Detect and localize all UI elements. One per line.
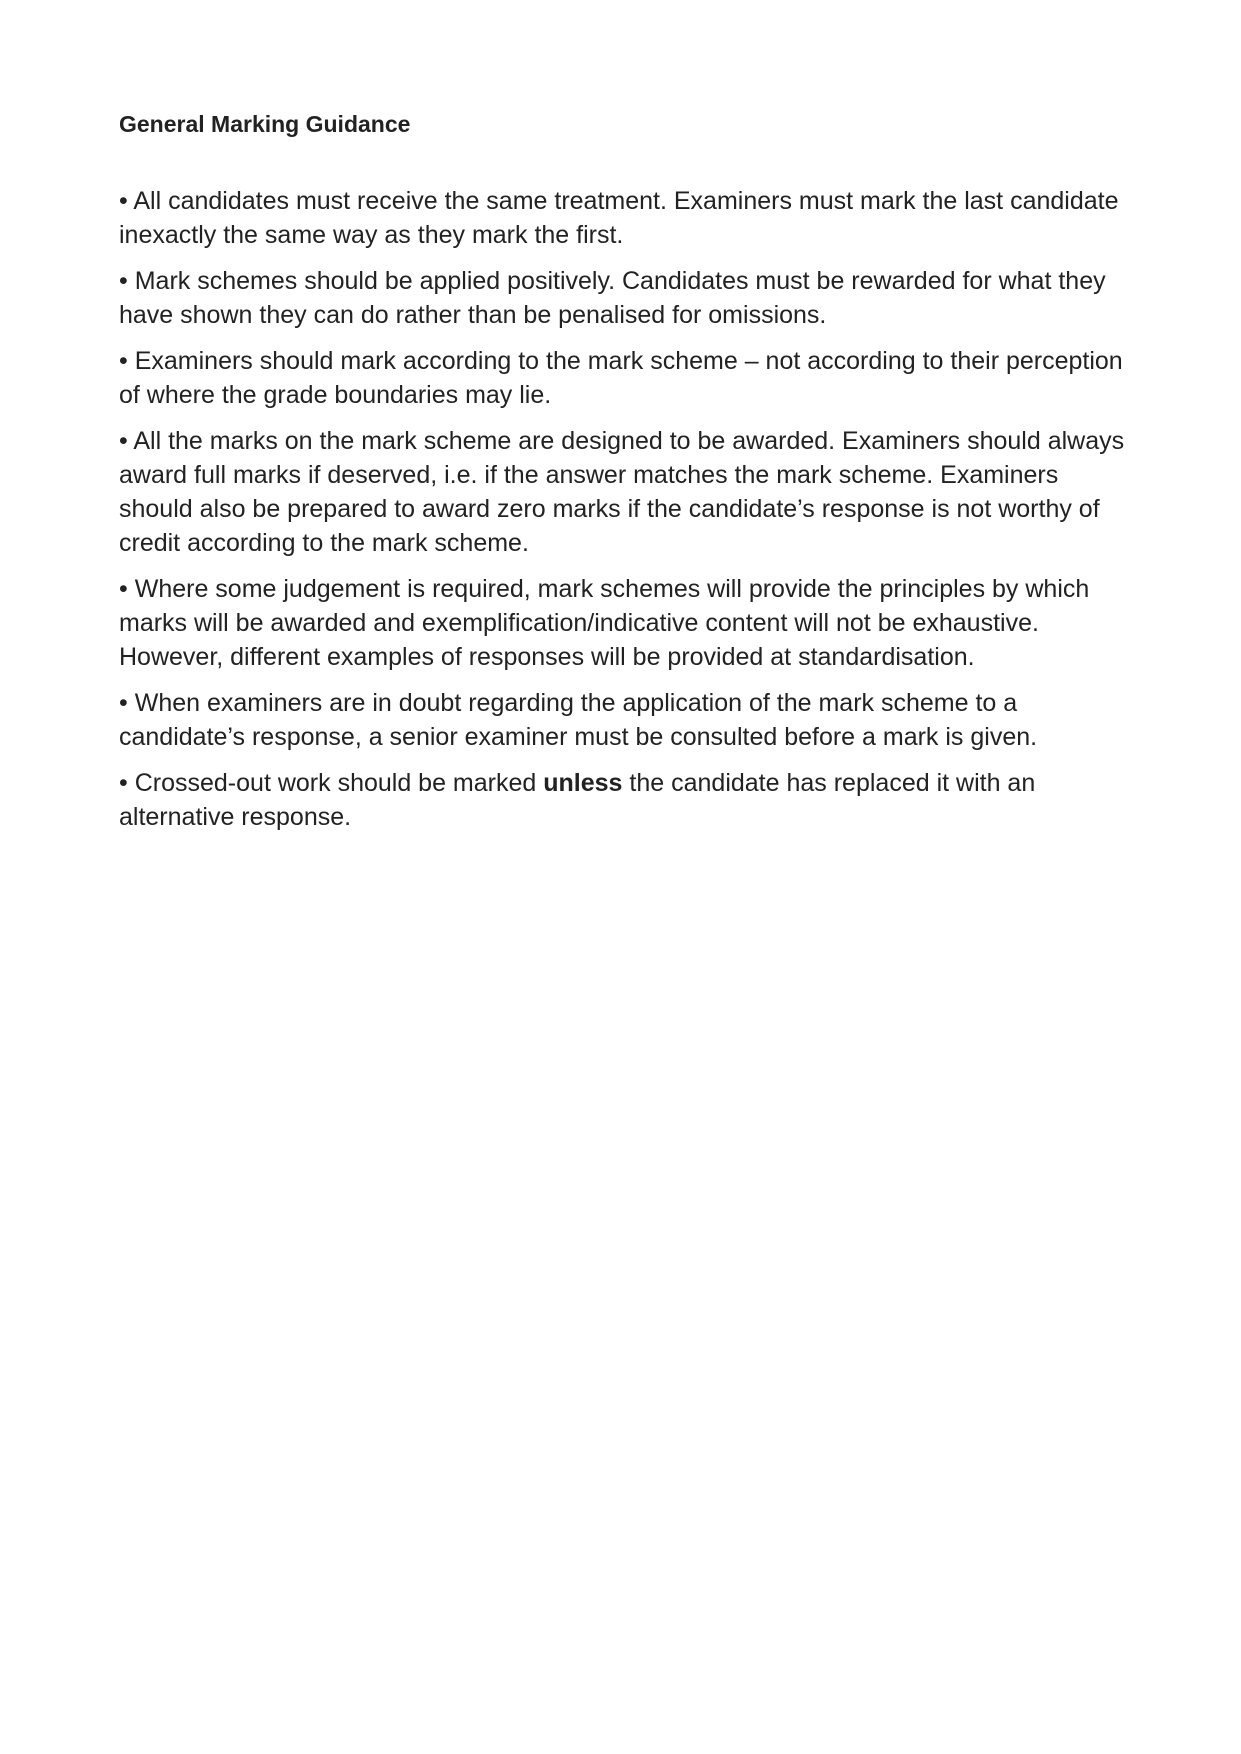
document-page xyxy=(119,110,1129,846)
guidance-item xyxy=(119,184,1129,252)
bullet-marker: • xyxy=(119,769,128,797)
guidance-item xyxy=(119,572,1129,674)
bullet-marker: • xyxy=(119,347,128,375)
guidance-text: Where some judgement is required, mark schemes will provide the principles by which marks will be awarded and exemplification/indicative content will not be exhaustive. However, different examples of responses will be provided at standardisation. xyxy=(119,575,1090,671)
guidance-item xyxy=(119,766,1129,834)
bullet-marker: • xyxy=(119,575,128,603)
guidance-item xyxy=(119,344,1129,412)
guidance-text: Mark schemes should be applied positively. Candidates must be rewarded for what they have shown they can do rather than be penalised for omissions. xyxy=(119,267,1106,329)
bullet-marker: • xyxy=(119,187,128,215)
emphasis-text: unless xyxy=(543,769,623,797)
guidance-item xyxy=(119,686,1129,754)
guidance-item xyxy=(119,424,1129,560)
bullet-marker: • xyxy=(119,267,128,295)
guidance-list xyxy=(119,184,1129,834)
guidance-text: Examiners should mark according to the mark scheme – not according to their perception of where the grade boundaries may lie. xyxy=(119,347,1123,409)
guidance-item xyxy=(119,264,1129,332)
bullet-marker: • xyxy=(119,689,128,717)
guidance-text: All the marks on the mark scheme are designed to be awarded. Examiners should always award full marks if deserved, i.e. if the answer matches the mark scheme. Examiners should also be prepared to award zero marks if the candidate’s response is not worthy of credit according to the mark scheme. xyxy=(119,427,1125,557)
guidance-text: When examiners are in doubt regarding the application of the mark scheme to a candidate’s response, a senior examiner must be consulted before a mark is given. xyxy=(119,689,1038,751)
guidance-text: All candidates must receive the same treatment. Examiners must mark the last candidate inexactly the same way as they mark the first. xyxy=(119,187,1119,249)
bullet-marker: • xyxy=(119,427,128,455)
guidance-text-after: the candidate has replaced it with an alternative response. xyxy=(119,769,1036,831)
guidance-text-before: Crossed-out work should be marked xyxy=(134,769,537,797)
page-title: General Marking Guidance xyxy=(119,111,411,137)
